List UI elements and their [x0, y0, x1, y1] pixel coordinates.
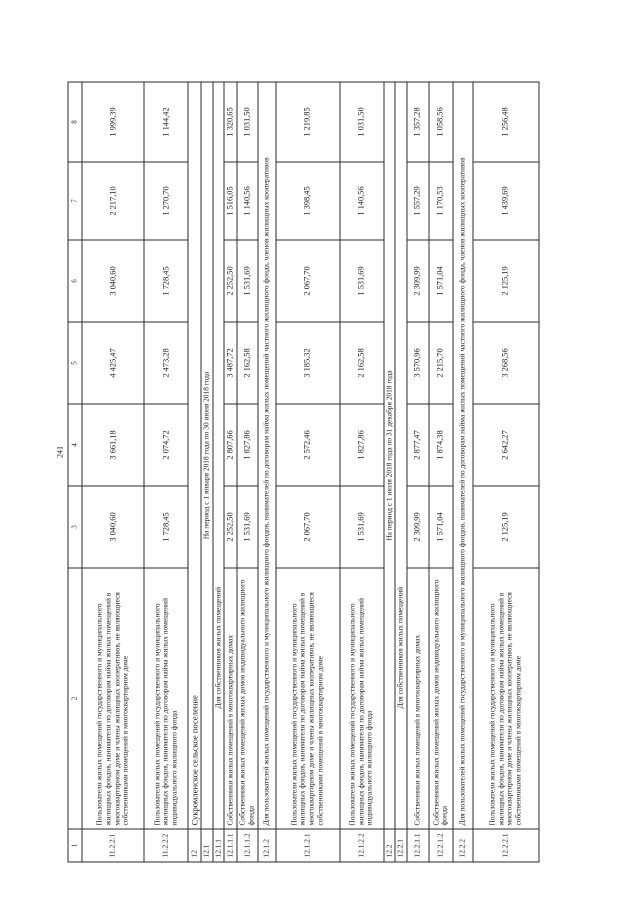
tariff-value: 1 270,70: [144, 162, 188, 240]
row-description: Пользователи жилых помещений государственного и муниципального жилищных фондов, наниматели по договорам найма жилых помещений индивидуального жилищного фонда: [340, 568, 384, 829]
table-row: [340, 82, 384, 862]
row-description: Собственники жилых помещений жилых домов индивидуального жилищного фонда: [237, 568, 257, 829]
subheading-row: [395, 82, 407, 862]
category-note-row: [453, 82, 473, 862]
tariff-value: 1 256,48: [473, 82, 539, 162]
row-code: 12.2.2: [453, 829, 473, 862]
table-row: [276, 82, 340, 862]
row-code: 12.1.1.1: [224, 829, 237, 862]
tariff-value: 1 219,85: [276, 82, 340, 162]
subheading-row: [213, 82, 225, 862]
tariff-value: 2 074,72: [144, 404, 188, 486]
tariff-value: 1 516,05: [224, 162, 237, 240]
tariff-value: 1 531,69: [340, 486, 384, 568]
tariff-value: 1 571,04: [429, 486, 453, 568]
category-note-row: [258, 82, 276, 862]
tariff-value: 3 268,56: [473, 322, 539, 404]
header-cell: 7: [68, 162, 82, 240]
table-row: [429, 82, 453, 862]
tariff-value: 2 215,70: [429, 322, 453, 404]
page-number: 241: [55, 446, 65, 458]
tariff-value: 1 058,56: [429, 82, 453, 162]
row-description: Собственники жилых помещений в многоквартирных домах: [224, 568, 237, 829]
tariff-value: 2 125,19: [473, 240, 539, 322]
tariff-value: 3 570,96: [407, 322, 429, 404]
tariff-value: 1 140,56: [340, 162, 384, 240]
tariff-value: 1 320,65: [224, 82, 237, 162]
tariff-value: 2 309,99: [407, 240, 429, 322]
period-row: [201, 82, 213, 862]
tariff-value: 2 572,46: [276, 404, 340, 486]
row-code: 12.1.1: [213, 829, 225, 862]
tariff-value: 2 309,99: [407, 486, 429, 568]
tariff-value: 2 807,66: [224, 404, 237, 486]
table-row: [144, 82, 188, 862]
tariff-value: 2 877,47: [407, 404, 429, 486]
subheading-label: Для собственников жилых помещений: [213, 82, 225, 829]
header-cell: 8: [68, 82, 82, 162]
period-row: [384, 82, 396, 862]
row-code: 12.1: [201, 829, 213, 862]
tariff-value: 1 999,39: [82, 82, 144, 162]
tariff-value: 1 439,69: [473, 162, 539, 240]
tariff-table: [68, 81, 540, 862]
tariff-value: 3 661,18: [82, 404, 144, 486]
tariff-value: 3 487,72: [224, 322, 237, 404]
tariff-value: 1 531,69: [237, 486, 257, 568]
tariff-value: 1 557,29: [407, 162, 429, 240]
tariff-value: 1 728,45: [144, 240, 188, 322]
tariff-value: 1 031,50: [340, 82, 384, 162]
row-code: 12.1.2.2: [340, 829, 384, 862]
tariff-value: 2 125,19: [473, 486, 539, 568]
tariff-value: 1 827,86: [340, 404, 384, 486]
tariff-value: 2 162,58: [340, 322, 384, 404]
table-row: [473, 82, 539, 862]
tariff-value: 1 728,45: [144, 486, 188, 568]
row-code: 12.2: [384, 829, 396, 862]
header-cell: 4: [68, 404, 82, 486]
tariff-value: 1 140,56: [237, 162, 257, 240]
tariff-value: 1 827,86: [237, 404, 257, 486]
header-cell: 5: [68, 322, 82, 404]
tariff-value: 1 531,69: [340, 240, 384, 322]
header-cell: 2: [68, 568, 82, 829]
subheading-label: Для собственников жилых помещений: [395, 82, 407, 829]
row-description: Собственники жилых помещений жилых домов индивидуального жилищного фонда: [429, 568, 453, 829]
tariff-value: 1 144,42: [144, 82, 188, 162]
rotated-table-container: [68, 82, 573, 862]
tariff-value: 1 531,69: [237, 240, 257, 322]
row-code: 12.2.2.1: [473, 829, 539, 862]
tariff-value: 2 067,70: [276, 240, 340, 322]
tariff-value: 1 398,45: [276, 162, 340, 240]
header-cell: 1: [68, 829, 82, 862]
row-description: Пользователи жилых помещений государственного и муниципального жилищных фондов, наниматели по договорам найма жилых помещений в многоквартирном доме и члены жилищных кооперативов, не являющиеся собственниками помещений в многоквартирном доме: [276, 568, 340, 829]
period-label: На период с 1 июля 2018 года по 31 декабря 2018 года: [384, 82, 396, 829]
tariff-value: 3 185,32: [276, 322, 340, 404]
row-code: 12.2.1.1: [407, 829, 429, 862]
row-description: Пользователи жилых помещений государственного и муниципального жилищных фондов, наниматели по договорам найма жилых помещений в многоквартирном доме и члены жилищных кооперативов, не являющиеся собственниками помещений в многоквартирном доме: [82, 568, 144, 829]
row-description: Собственники жилых помещений в многоквартирных домах: [407, 568, 429, 829]
tariff-value: 2 067,70: [276, 486, 340, 568]
period-label: На период с 1 января 2018 года по 30 июня 2018 года: [201, 82, 213, 829]
tariff-value: 1 357,28: [407, 82, 429, 162]
tariff-value: 1 874,38: [429, 404, 453, 486]
header-cell: 6: [68, 240, 82, 322]
tariff-value: 2 252,50: [224, 486, 237, 568]
row-code: 12.1.2.1: [276, 829, 340, 862]
tariff-value: 4 425,47: [82, 322, 144, 404]
table-row: [82, 82, 144, 862]
tariff-value: 2 473,28: [144, 322, 188, 404]
row-code: 11.2.2.1: [82, 829, 144, 862]
row-description: Пользователи жилых помещений государственного и муниципального жилищных фондов, наниматели по договорам найма жилых помещений индивидуального жилищного фонда: [144, 568, 188, 829]
settlement-title-row: [188, 82, 201, 862]
tariff-value: 3 040,60: [82, 240, 144, 322]
tariff-value: 1 571,04: [429, 240, 453, 322]
table-row: [237, 82, 257, 862]
row-code: 12.2.1.2: [429, 829, 453, 862]
table-row: [407, 82, 429, 862]
category-note: Для пользователей жилых помещений государственного и муниципального жилищного фондов, нанимателей по договорам найма жилых помещений частного жилищного фонда, членов жилищных кооперативов: [258, 82, 276, 829]
row-code: 12: [188, 829, 201, 862]
row-code: 12.1.1.2: [237, 829, 257, 862]
header-cell: 3: [68, 486, 82, 568]
tariff-value: 3 040,60: [82, 486, 144, 568]
row-code: 11.2.2.2: [144, 829, 188, 862]
row-code: 12.1.2: [258, 829, 276, 862]
table-row: [224, 82, 237, 862]
row-description: Пользователи жилых помещений государственного и муниципального жилищных фондов, наниматели по договорам найма жилых помещений в многоквартирном доме и члены жилищных кооперативов, не являющиеся собственниками помещений в многоквартирном доме: [473, 568, 539, 829]
tariff-value: 2 162,58: [237, 322, 257, 404]
tariff-value: 2 252,50: [224, 240, 237, 322]
row-code: 12.2.1: [395, 829, 407, 862]
category-note: Для пользователей жилых помещений государственного и муниципального жилищного фондов, нанимателей по договорам найма жилых помещений частного жилищного фонда, членов жилищных кооперативов: [453, 82, 473, 829]
column-number-row: [68, 82, 82, 862]
settlement-name: Сукромленское сельское поселение: [188, 82, 201, 829]
tariff-value: 1 170,53: [429, 162, 453, 240]
tariff-value: 1 031,50: [237, 82, 257, 162]
tariff-value: 2 642,27: [473, 404, 539, 486]
tariff-value: 2 217,10: [82, 162, 144, 240]
